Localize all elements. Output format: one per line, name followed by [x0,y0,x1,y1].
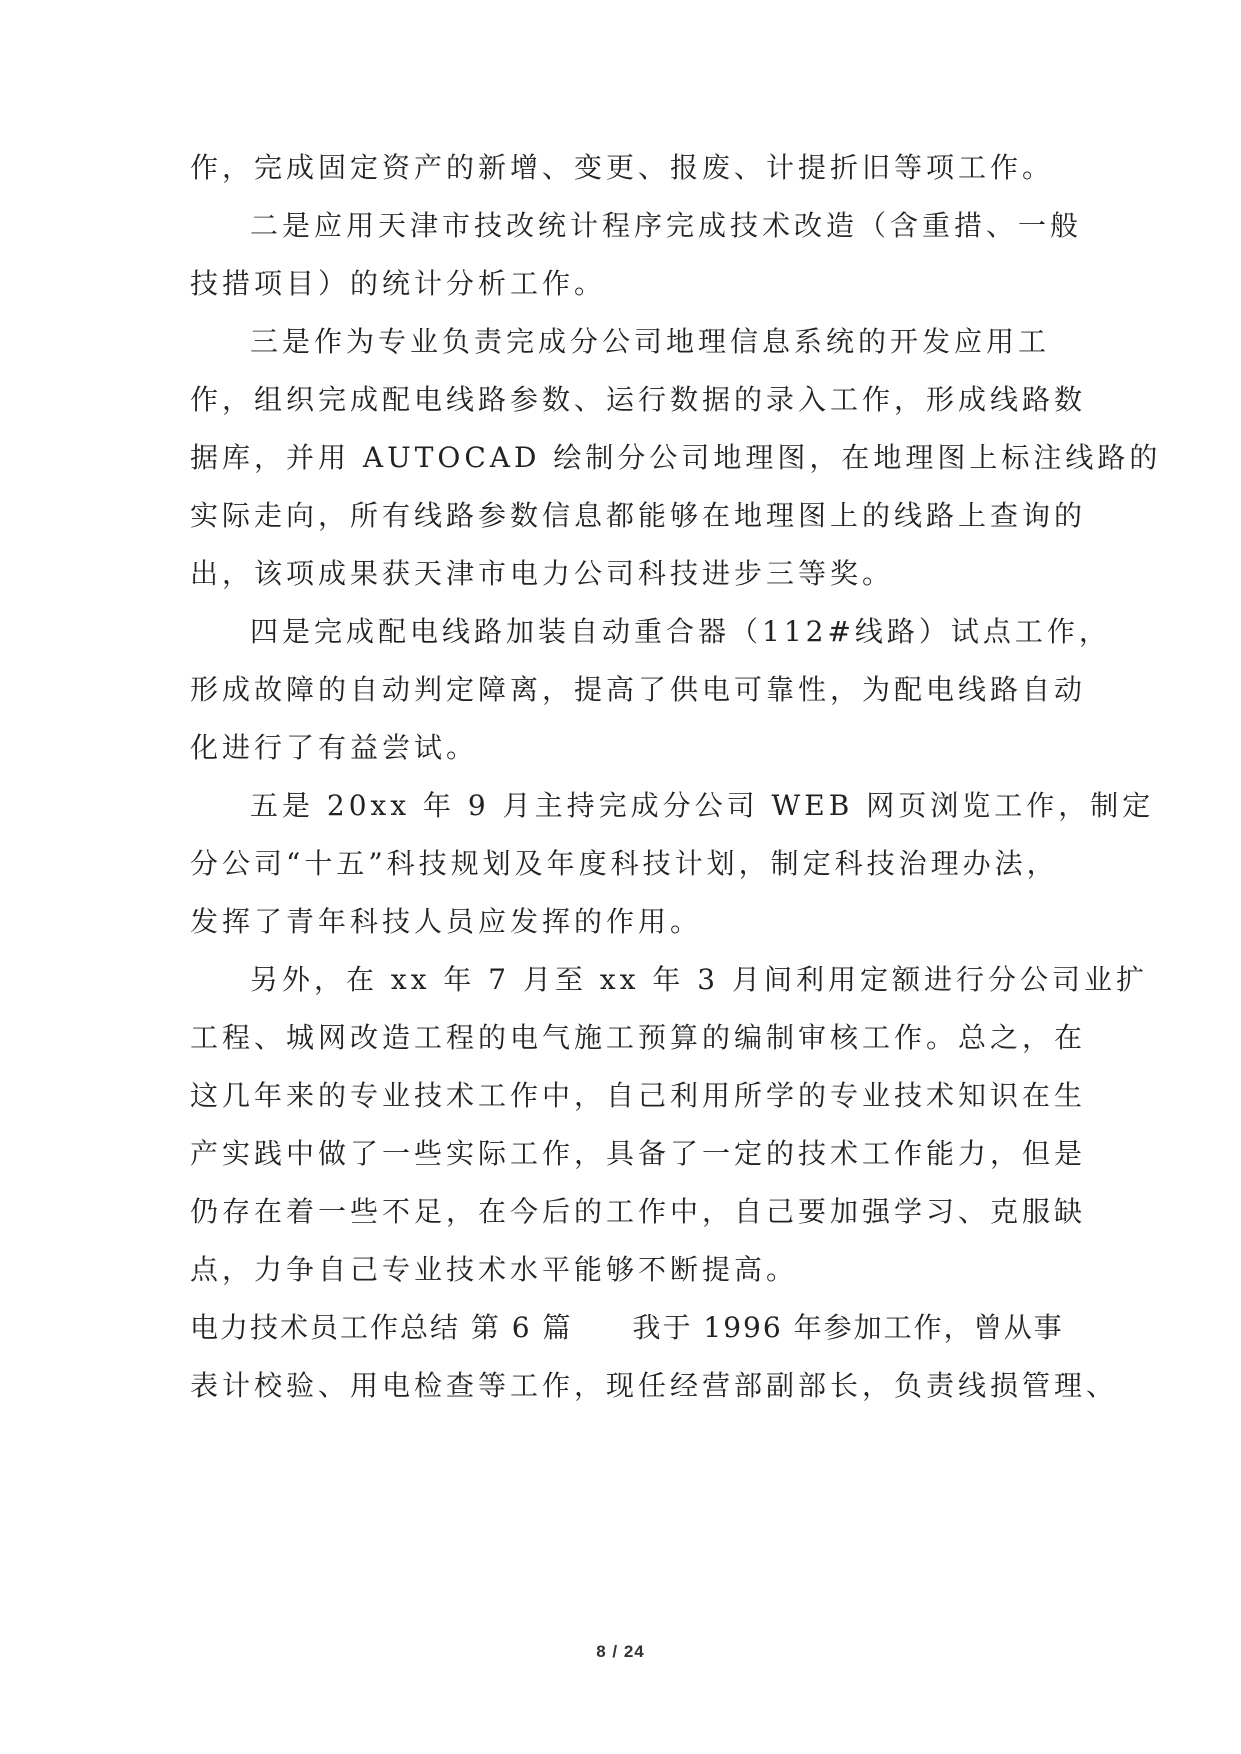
text-line-5: 作，组织完成配电线路参数、运行数据的录入工作，形成线路数 [190,383,1087,416]
section-heading: 电力技术员工作总结 第 6 篇 [190,1311,573,1344]
text-line-20: 点，力争自己专业技术水平能够不断提高。 [190,1253,799,1286]
text-line-13: 分公司“十五”科技规划及年度科技计划，制定科技治理办法， [190,847,1059,880]
text-line-22: 表计校验、用电检查等工作，现任经营部副部长，负责线损管理、 [190,1369,1119,1402]
text-line-18: 产实践中做了一些实际工作，具备了一定的技术工作能力，但是 [190,1137,1087,1170]
text-line-7: 实际走向，所有线路参数信息都能够在地理图上的线路上查询的 [190,499,1087,532]
text-line-4: 三是作为专业负责完成分公司地理信息系统的开发应用工 [250,325,1051,358]
section-first-line: 我于 1996 年参加工作，曾从事 [632,1311,1064,1344]
text-line-2: 二是应用天津市技改统计程序完成技术改造（含重措、一般 [250,209,1083,242]
text-line-9: 四是完成配电线路加装自动重合器（112#线路）试点工作， [250,615,1111,648]
text-line-14: 发挥了青年科技人员应发挥的作用。 [190,905,703,938]
text-line-19: 仍存在着一些不足，在今后的工作中，自己要加强学习、克服缺 [190,1195,1087,1228]
text-line-8: 出，该项成果获天津市电力公司科技进步三等奖。 [190,557,895,590]
text-line-16: 工程、城网改造工程的电气施工预算的编制审核工作。总之，在 [190,1021,1087,1054]
page-number: 8 / 24 [596,1642,645,1661]
text-line-10: 形成故障的自动判定障离，提高了供电可靠性，为配电线路自动 [190,673,1087,706]
text-line-17: 这几年来的专业技术工作中，自己利用所学的专业技术知识在生 [190,1079,1087,1112]
text-line-11: 化进行了有益尝试。 [190,731,479,764]
text-line-12: 五是 20xx 年 9 月主持完成分公司 WEB 网页浏览工作，制定 [250,789,1155,822]
text-line-3: 技措项目）的统计分析工作。 [190,267,607,300]
text-line-15: 另外，在 xx 年 7 月至 xx 年 3 月间利用定额进行分公司业扩 [250,963,1148,996]
section-heading-line [190,1308,1064,1348]
text-line-1: 作，完成固定资产的新增、变更、报废、计提折旧等项工作。 [190,151,1055,184]
text-line-6: 据库，并用 AUTOCAD 绘制分公司地理图，在地理图上标注线路的 [190,441,1162,474]
